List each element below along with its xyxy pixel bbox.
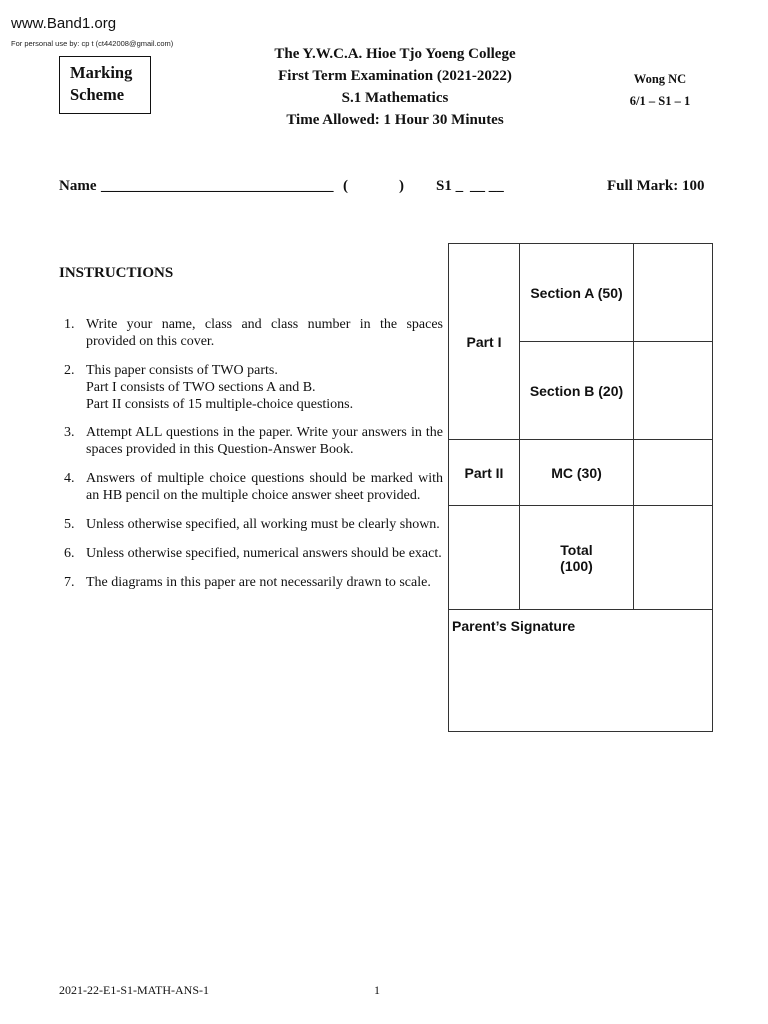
full-mark: Full Mark: 100 [607, 178, 705, 194]
exam-header [230, 43, 560, 131]
instruction-text: Unless otherwise specified, numerical answers should be exact. [86, 546, 442, 561]
instruction-text: Write your name, class and class number in the spaces provided on this cover. [86, 317, 443, 349]
instruction-item [59, 316, 443, 350]
instruction-number: 4. [64, 471, 75, 486]
instruction-item [59, 470, 443, 504]
section-a-score[interactable] [634, 244, 713, 342]
total-label [520, 506, 634, 610]
instruction-number: 1. [64, 317, 75, 332]
watermark-personal-use: For personal use by: cp t (ct442008@gmail.com) [11, 39, 174, 48]
instruction-item [59, 516, 443, 533]
instruction-text: Unless otherwise specified, all working must be clearly shown. [86, 517, 440, 532]
teacher-name: Wong NC [633, 72, 687, 86]
instructions-title: INSTRUCTIONS [59, 265, 174, 281]
subject-title: S.1 Mathematics [341, 90, 449, 106]
class-number-close-paren: ) [399, 178, 404, 194]
marks-table [448, 243, 713, 732]
instruction-item [59, 424, 443, 458]
exam-title: First Term Examination (2021-2022) [278, 68, 512, 84]
watermark-site: www.Band1.org [11, 15, 117, 32]
instruction-item [59, 545, 443, 562]
footer-paper-code: 2021-22-E1-S1-MATH-ANS-1 [59, 983, 209, 997]
time-allowed: Time Allowed: 1 Hour 30 Minutes [286, 112, 504, 128]
instruction-text: Part I consists of TWO sections A and B. [86, 380, 316, 395]
marking-scheme-line-1: Marking [70, 63, 133, 82]
instruction-item [59, 574, 443, 591]
parent-signature-label: Parent’s Signature [452, 618, 576, 634]
section-b-label: Section B (20) [520, 342, 634, 440]
class-number-open-paren: ( [343, 178, 348, 194]
instruction-text: Part II consists of 15 multiple-choice questions. [86, 397, 354, 412]
page-number: 1 [374, 983, 380, 997]
instruction-number: 2. [64, 363, 75, 378]
instruction-text: The diagrams in this paper are not necessarily drawn to scale. [86, 575, 431, 590]
school-name: The Y.W.C.A. Hioe Tjo Yoeng College [274, 46, 516, 62]
mc-score[interactable] [634, 440, 713, 506]
instruction-text: This paper consists of TWO parts. [86, 363, 278, 378]
total-marks: (100) [560, 557, 593, 574]
section-b-score[interactable] [634, 342, 713, 440]
instruction-item [59, 362, 443, 413]
total-score[interactable] [634, 506, 713, 610]
name-field[interactable]: _______________________________ [101, 178, 334, 194]
name-label: Name [59, 178, 97, 194]
instruction-text: Attempt ALL questions in the paper. Write your answers in the spaces provided in this Question-Answer Book. [86, 425, 443, 457]
part-2-label: Part II [449, 440, 520, 506]
parent-signature-box[interactable] [449, 610, 713, 732]
class-label: S1 _ [436, 178, 464, 194]
mc-label: MC (30) [520, 440, 634, 506]
instructions-list [59, 316, 443, 591]
total-text: Total [560, 541, 593, 558]
part-1-label: Part I [449, 244, 520, 440]
instruction-number: 3. [64, 425, 75, 440]
class-field[interactable]: __ __ [470, 178, 504, 194]
marking-scheme-box [59, 56, 151, 114]
instruction-number: 5. [64, 517, 75, 532]
total-blank-cell [449, 506, 520, 610]
instruction-number: 7. [64, 575, 75, 590]
marking-scheme-line-2: Scheme [70, 85, 125, 104]
paper-code: 6/1 – S1 – 1 [629, 94, 691, 108]
instruction-text: Answers of multiple choice questions should be marked with an HB pencil on the multiple choice answer sheet provided. [86, 471, 443, 503]
instruction-number: 6. [64, 546, 75, 561]
section-a-label: Section A (50) [520, 244, 634, 342]
